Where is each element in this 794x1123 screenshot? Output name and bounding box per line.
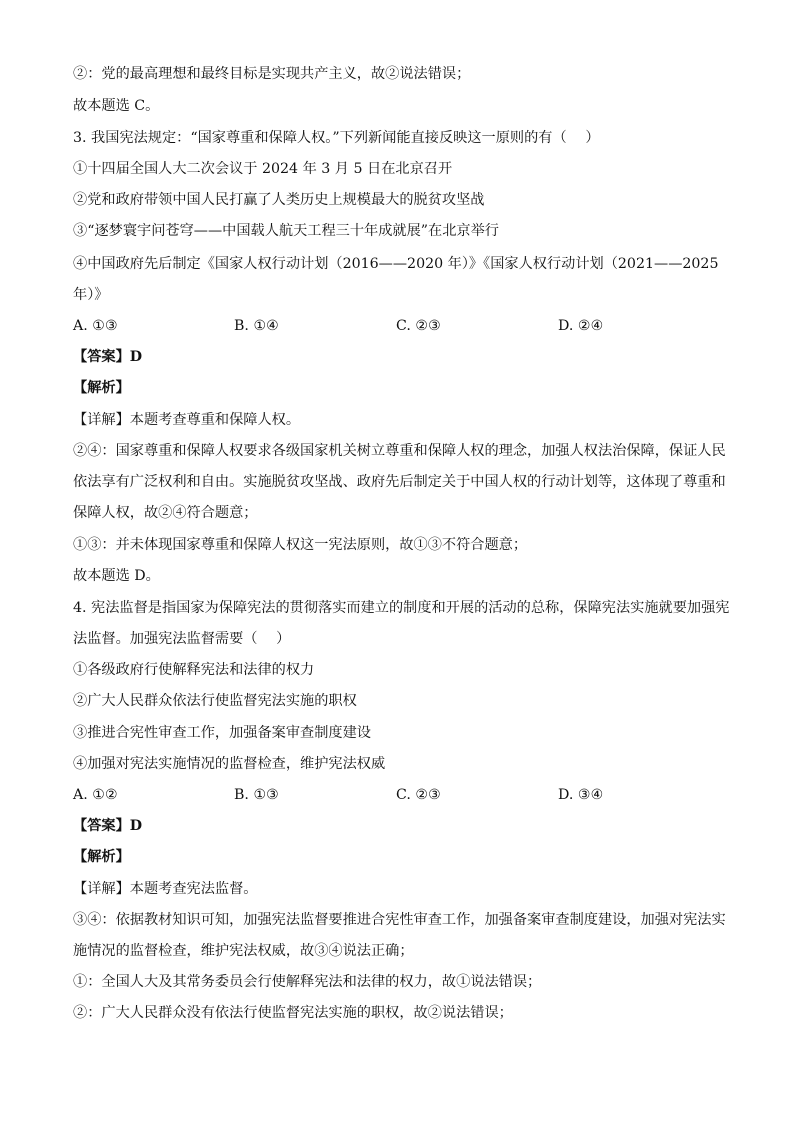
- analysis-label: 【解析】: [73, 380, 130, 396]
- conclusion-line: 故本题选 C。: [73, 98, 160, 114]
- explanation-line: 施情况的监督检查，维护宪法权威，故③④说法正确；: [73, 943, 414, 959]
- explanation-line: 依法享有广泛权利和自由。实施脱贫攻坚战、政府先后制定关于中国人权的行动计划等，这体现了尊重和: [73, 474, 726, 490]
- question-4-item-2: ②广大人民群众依法行使监督宪法实施的职权: [73, 693, 357, 709]
- question-3-item-1: ①十四届全国人大二次会议于 2024 年 3 月 5 日在北京召开: [73, 161, 453, 177]
- question-4-stem-cont: 法监督。加强宪法监督需要（ ）: [73, 631, 291, 647]
- option-c: C. ②③: [396, 318, 441, 334]
- option-d: D. ③④: [558, 787, 604, 803]
- option-b: B. ①④: [234, 318, 279, 334]
- conclusion-line: 故本题选 D。: [73, 568, 160, 584]
- question-4-item-4: ④加强对宪法实施情况的监督检查，维护宪法权威: [73, 756, 386, 772]
- option-d: D. ②④: [558, 318, 604, 334]
- explanation-line: ②：广大人民群众没有依法行使监督宪法实施的职权，故②说法错误；: [73, 1005, 513, 1021]
- detail-line: 【详解】本题考查宪法监督。: [73, 881, 258, 897]
- explanation-line: ①③：并未体现国家尊重和保障人权这一宪法原则，故①③不符合题意；: [73, 537, 528, 553]
- answer-label: 【答案】D: [73, 818, 143, 834]
- question-3-stem: 3. 我国宪法规定：“国家尊重和保障人权。”下列新闻能直接反映这一原则的有（ ）: [73, 130, 600, 146]
- question-4-item-3: ③推进合宪性审查工作，加强备案审查制度建设: [73, 725, 371, 741]
- question-4-item-1: ①各级政府行使解释宪法和法律的权力: [73, 662, 315, 678]
- question-3-item-4-cont: 年）》: [73, 287, 109, 303]
- explanation-line: ②：党的最高理想和最终目标是实现共产主义，故②说法错误；: [73, 66, 471, 82]
- answer-label: 【答案】D: [73, 349, 143, 365]
- explanation-line: ③④：依据教材知识可知，加强宪法监督要推进合宪性审查工作，加强备案审查制度建设，加强对宪法实: [73, 912, 726, 928]
- detail-line: 【详解】本题考查尊重和保障人权。: [73, 412, 301, 428]
- analysis-label: 【解析】: [73, 849, 130, 865]
- explanation-line: ②④：国家尊重和保障人权要求各级国家机关树立尊重和保障人权的理念，加强人权法治保障，保证人民: [73, 443, 726, 459]
- explanation-line: ①：全国人大及其常务委员会行使解释宪法和法律的权力，故①说法错误；: [73, 974, 542, 990]
- option-a: A. ①②: [73, 787, 118, 803]
- question-4-stem: 4. 宪法监督是指国家为保障宪法的贯彻落实而建立的制度和开展的活动的总称，保障宪法实施就要加强宪: [73, 600, 730, 616]
- explanation-line: 保障人权，故②④符合题意；: [73, 505, 258, 521]
- option-c: C. ②③: [396, 787, 441, 803]
- question-3-item-4: ④中国政府先后制定《国家人权行动计划（2016——2020 年）》《国家人权行动计划（2021——2025: [73, 256, 719, 272]
- option-a: A. ①③: [73, 318, 118, 334]
- option-b: B. ①③: [234, 787, 279, 803]
- question-3-item-2: ②党和政府带领中国人民打赢了人类历史上规模最大的脱贫攻坚战: [73, 192, 485, 208]
- question-3-item-3: ③“逐梦寰宇问苍穹——中国载人航天工程三十年成就展”在北京举行: [73, 223, 499, 239]
